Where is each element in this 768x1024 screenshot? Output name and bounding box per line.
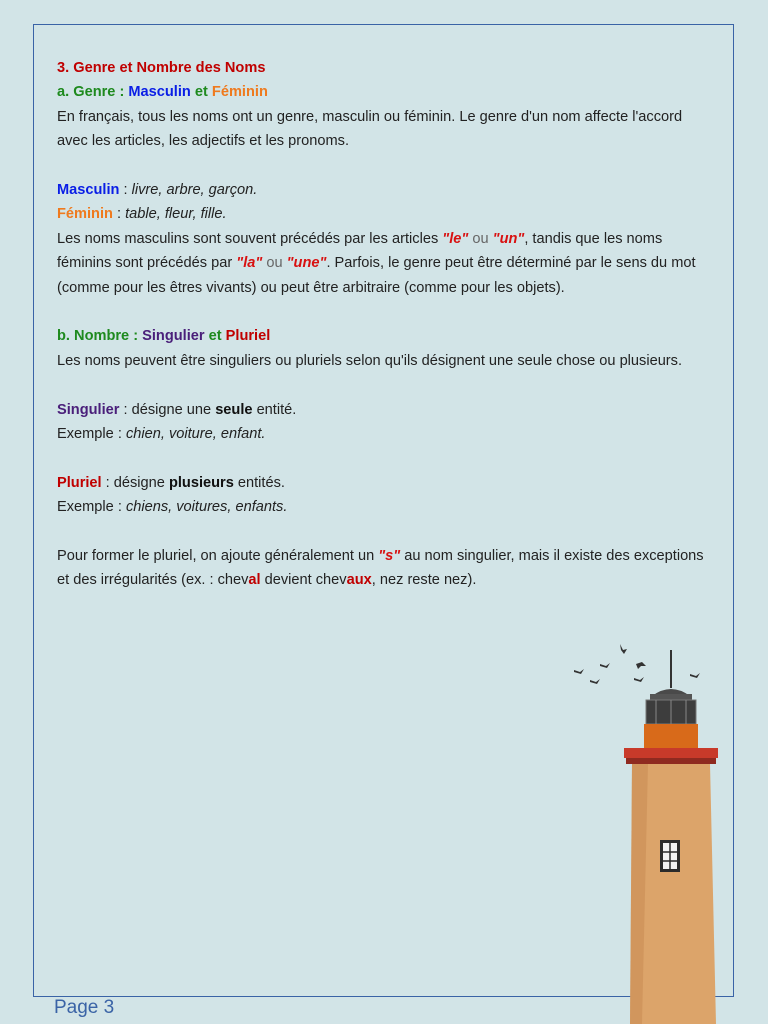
pluriel-rule: [57, 544, 707, 593]
ou-2: ou: [262, 255, 287, 272]
singulier-bold: seule: [215, 401, 253, 418]
genre-intro: En français, tous les noms ont un genre, masculin ou féminin. Le genre d'un nom affecte l'accord avec les articles, les adjectifs et les pronoms.: [57, 108, 683, 150]
nombre-heading: [57, 324, 707, 348]
nombre-heading-prefix: b. Nombre :: [57, 328, 143, 345]
rule-4: , nez reste nez).: [371, 572, 477, 589]
pluriel-example-line: [57, 495, 707, 519]
feminin-examples: table, fleur, fille.: [125, 206, 227, 223]
article-un: "un": [492, 230, 525, 247]
masculin-examples: livre, arbre, garçon.: [131, 182, 258, 199]
singulier-desc-1: : désigne une: [119, 401, 216, 418]
pluriel-desc-1: : désigne: [101, 474, 169, 491]
ou-1: ou: [468, 230, 493, 247]
singulier-label: Singulier: [57, 401, 120, 418]
genre-explain-1: Les noms masculins sont souvent précédés par les articles: [57, 230, 443, 247]
rule-aux: aux: [346, 572, 372, 589]
pluriel-label: Pluriel: [57, 474, 102, 491]
lighthouse-icon: [624, 650, 718, 1024]
feminin-line: Féminin : table, fleur, fille.: [57, 206, 227, 223]
genre-explanation: [57, 227, 707, 300]
singulier-example-line: [57, 422, 707, 446]
pluriel-desc-2: entités.: [233, 474, 285, 491]
article-le: "le": [442, 230, 469, 247]
nombre-heading-pluriel: Pluriel: [225, 328, 271, 345]
singulier-line: [57, 398, 707, 422]
genre-heading-prefix: a. Genre :: [57, 84, 129, 101]
masculin-line: Masculin : livre, arbre, garçon.: [57, 182, 258, 199]
feminin-label: Féminin: [57, 206, 113, 223]
nombre-heading-et: et: [204, 328, 226, 345]
nombre-intro: Les noms peuvent être singuliers ou pluriels selon qu'ils désignent une seule chose ou plusieurs.: [57, 352, 683, 369]
page-number: Page 3: [54, 997, 115, 1018]
genre-heading-et: et: [190, 84, 212, 101]
rule-al: al: [248, 572, 261, 589]
nombre-heading-singulier: Singulier: [142, 328, 205, 345]
masculin-label: Masculin: [57, 182, 120, 199]
page-content: [57, 56, 707, 593]
pluriel-bold: plusieurs: [168, 474, 234, 491]
birds-icon: [574, 644, 700, 684]
pluriel-examples: chiens, voitures, enfants.: [125, 499, 288, 516]
lighthouse-illustration: [560, 630, 760, 1024]
article-la: "la": [236, 255, 263, 272]
genre-explain-2: , tandis que les noms féminins sont précédés par: [57, 230, 663, 272]
exemple-label-2: Exemple :: [57, 499, 126, 516]
rule-2: au nom singulier, mais il existe des exceptions et des irrégularités (ex. : chev: [57, 548, 704, 589]
singulier-desc-2: entité.: [252, 401, 297, 418]
section-title: 3. Genre et Nombre des Noms: [57, 60, 266, 76]
rule-1: Pour former le pluriel, on ajoute généralement un: [57, 548, 379, 565]
singulier-examples: chien, voiture, enfant.: [125, 426, 266, 443]
genre-heading-masculin: Masculin: [128, 84, 191, 101]
pluriel-line: [57, 471, 707, 495]
genre-explain-3: . Parfois, le genre peut être déterminé par le sens du mot (comme pour les êtres vivants) ou peut être arbitraire (comme pour les objets).: [57, 255, 696, 296]
exemple-label-1: Exemple :: [57, 426, 126, 443]
genre-heading: [57, 80, 707, 104]
genre-heading-feminin: Féminin: [211, 84, 268, 101]
article-une: "une": [286, 255, 327, 272]
rule-3: devient chev: [260, 572, 347, 589]
rule-s: "s": [378, 548, 401, 565]
